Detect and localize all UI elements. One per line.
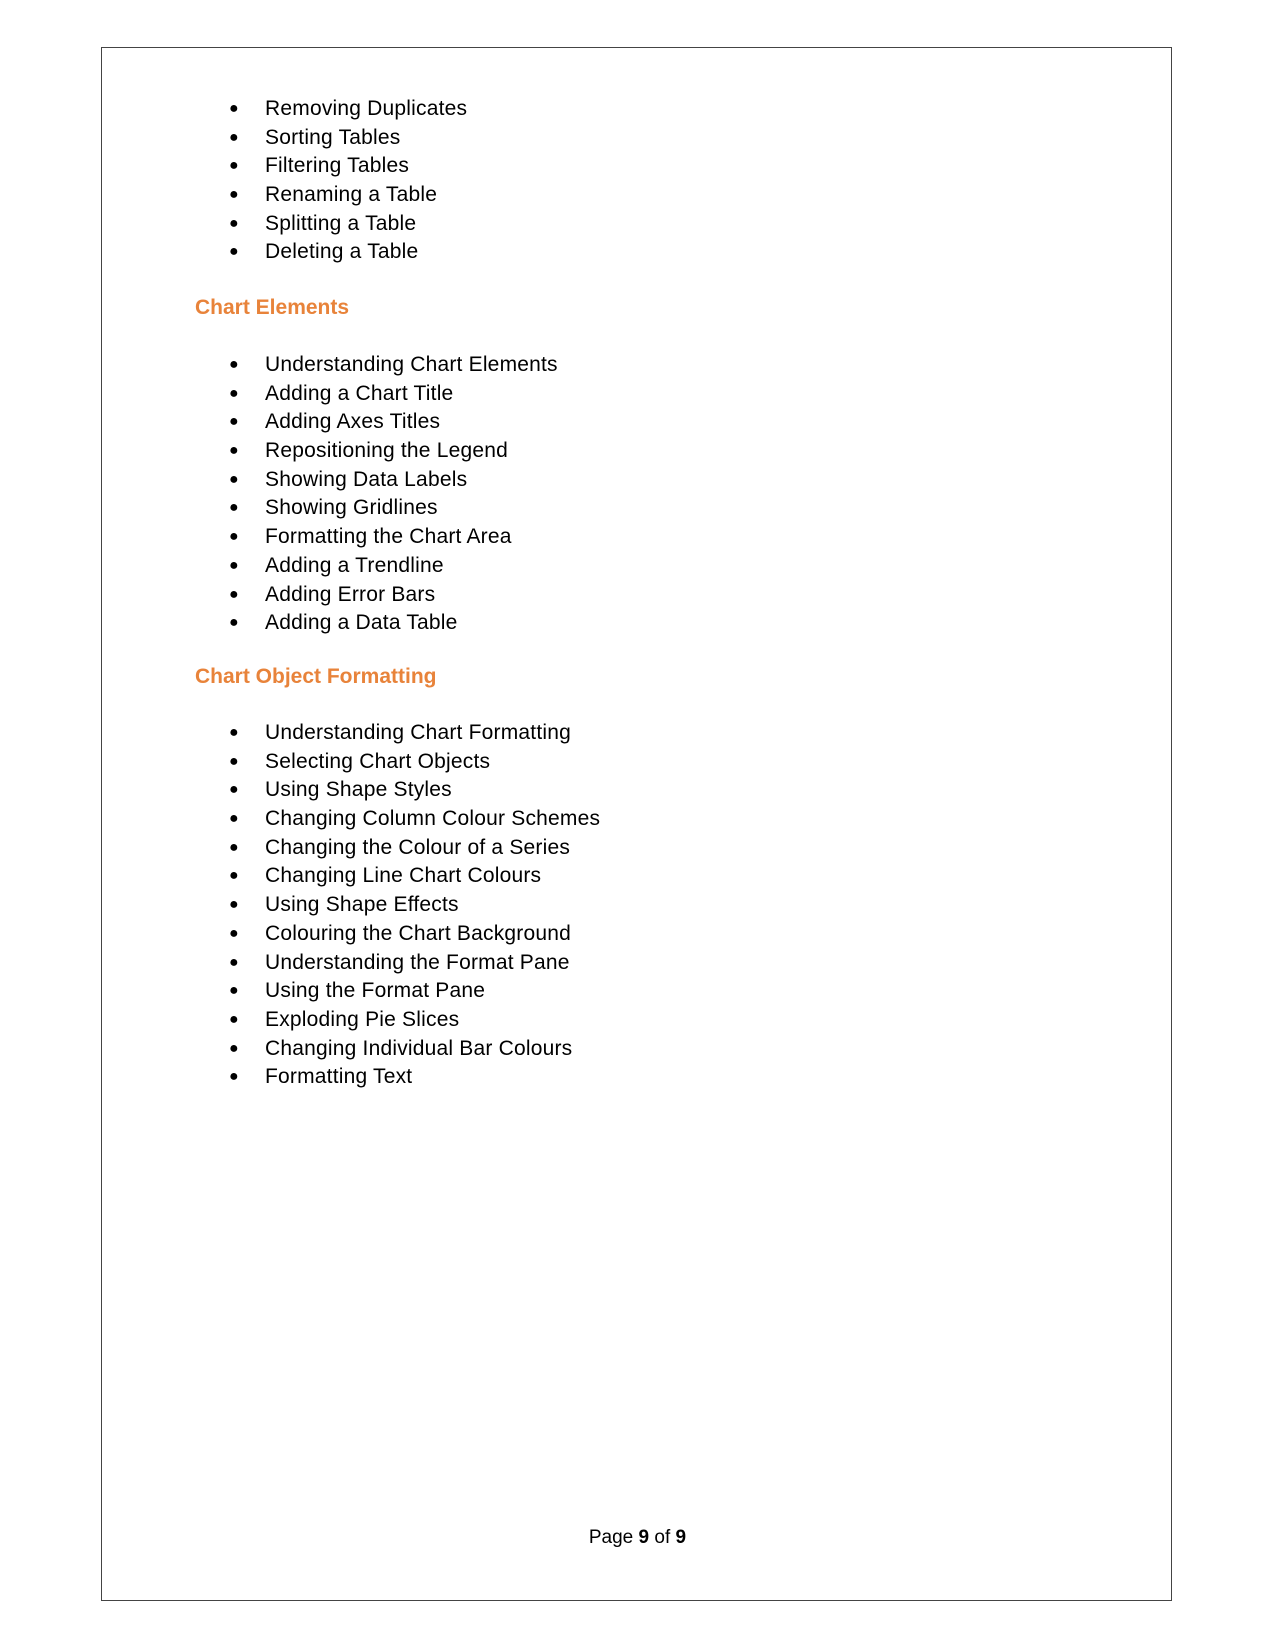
bullet-icon: ● [229, 810, 239, 828]
list-item-text: Adding a Chart Title [265, 381, 454, 405]
bullet-icon: ● [229, 585, 239, 603]
list-item-text: Adding Axes Titles [265, 410, 441, 434]
list-item-text: Using the Format Pane [265, 979, 486, 1003]
list-item [195, 1035, 600, 1064]
list-item-text: Changing Individual Bar Colours [265, 1036, 573, 1060]
bullet-icon: ● [229, 413, 239, 431]
bullet-icon: ● [229, 243, 239, 261]
list-item [195, 1063, 600, 1092]
bullet-icon: ● [229, 1068, 239, 1086]
list-item [195, 437, 558, 466]
list-item [195, 95, 467, 124]
of-label: of [654, 1527, 671, 1548]
list-item [195, 552, 558, 581]
list-item [195, 523, 558, 552]
list-item [195, 351, 558, 380]
list-item [195, 494, 558, 523]
list-item-text: Using Shape Styles [265, 778, 452, 802]
list-item [195, 152, 467, 181]
chart-elements-heading: Chart Elements [195, 296, 350, 319]
bullet-icon: ● [229, 781, 239, 799]
list-item [195, 210, 467, 239]
list-item-text: Using Shape Effects [265, 893, 459, 917]
intro-bullet-list [195, 95, 467, 267]
list-item-text: Formatting the Chart Area [265, 525, 512, 549]
list-item-text: Understanding Chart Formatting [265, 721, 571, 744]
list-item [195, 1006, 600, 1035]
bullet-icon: ● [229, 896, 239, 914]
list-item-text: Adding a Data Table [265, 611, 458, 635]
list-item-text: Exploding Pie Slices [265, 1007, 460, 1031]
list-item-text: Sorting Tables [265, 125, 401, 149]
bullet-icon: ● [229, 384, 239, 402]
list-item [195, 238, 467, 267]
list-item-text: Formatting Text [265, 1065, 413, 1089]
list-item-text: Adding Error Bars [265, 582, 436, 606]
bullet-icon: ● [229, 528, 239, 546]
list-item [195, 124, 467, 153]
list-item [195, 748, 600, 777]
bullet-icon: ● [229, 867, 239, 885]
list-item-text: Changing Column Colour Schemes [265, 807, 601, 831]
list-item-text: Understanding Chart Elements [265, 353, 558, 376]
list-item [195, 977, 600, 1006]
list-item [195, 805, 600, 834]
bullet-icon: ● [229, 556, 239, 574]
list-item-text: Filtering Tables [265, 154, 410, 178]
bullet-icon: ● [229, 356, 239, 373]
bullet-icon: ● [229, 982, 239, 1000]
list-item [195, 719, 600, 748]
list-item-text: Changing Line Chart Colours [265, 864, 542, 888]
chart-elements-bullet-list [195, 351, 558, 638]
list-item [195, 466, 558, 495]
list-item [195, 380, 558, 409]
list-item-text: Colouring the Chart Background [265, 921, 572, 945]
list-item [195, 609, 558, 638]
list-item [195, 949, 600, 978]
bullet-icon: ● [229, 1039, 239, 1057]
bullet-icon: ● [229, 1010, 239, 1028]
list-item-text: Selecting Chart Objects [265, 749, 491, 773]
list-item-text: Renaming a Table [265, 183, 438, 207]
list-item [195, 181, 467, 210]
current-page-number: 9 [638, 1527, 650, 1548]
bullet-icon: ● [229, 724, 239, 741]
bullet-icon: ● [229, 614, 239, 632]
page-label: Page [588, 1527, 634, 1548]
list-item-text: Changing the Colour of a Series [265, 835, 571, 859]
bullet-icon: ● [229, 214, 239, 232]
list-item [195, 776, 600, 805]
list-item [195, 408, 558, 437]
list-item [195, 834, 600, 863]
bullet-icon: ● [229, 128, 239, 146]
total-pages-number: 9 [675, 1527, 687, 1548]
bullet-icon: ● [229, 157, 239, 175]
list-item-text: Showing Data Labels [265, 467, 468, 491]
chart-object-formatting-heading: Chart Object Formatting [195, 665, 437, 688]
list-item-text: Deleting a Table [265, 240, 419, 264]
list-item [195, 862, 600, 891]
bullet-icon: ● [229, 924, 239, 942]
list-item-text: Adding a Trendline [265, 553, 444, 577]
bullet-icon: ● [229, 499, 239, 517]
bullet-icon: ● [229, 470, 239, 488]
bullet-icon: ● [229, 838, 239, 856]
list-item-text: Repositioning the Legend [265, 439, 508, 463]
bullet-icon: ● [229, 100, 239, 117]
page-footer [0, 1527, 1275, 1549]
list-item-text: Removing Duplicates [265, 97, 468, 120]
chart-object-formatting-bullet-list [195, 719, 600, 1092]
bullet-icon: ● [229, 442, 239, 460]
bullet-icon: ● [229, 752, 239, 770]
list-item [195, 581, 558, 610]
list-item-text: Showing Gridlines [265, 496, 438, 520]
bullet-icon: ● [229, 186, 239, 204]
list-item [195, 920, 600, 949]
list-item-text: Splitting a Table [265, 211, 417, 235]
list-item [195, 891, 600, 920]
list-item-text: Understanding the Format Pane [265, 950, 570, 974]
bullet-icon: ● [229, 953, 239, 971]
